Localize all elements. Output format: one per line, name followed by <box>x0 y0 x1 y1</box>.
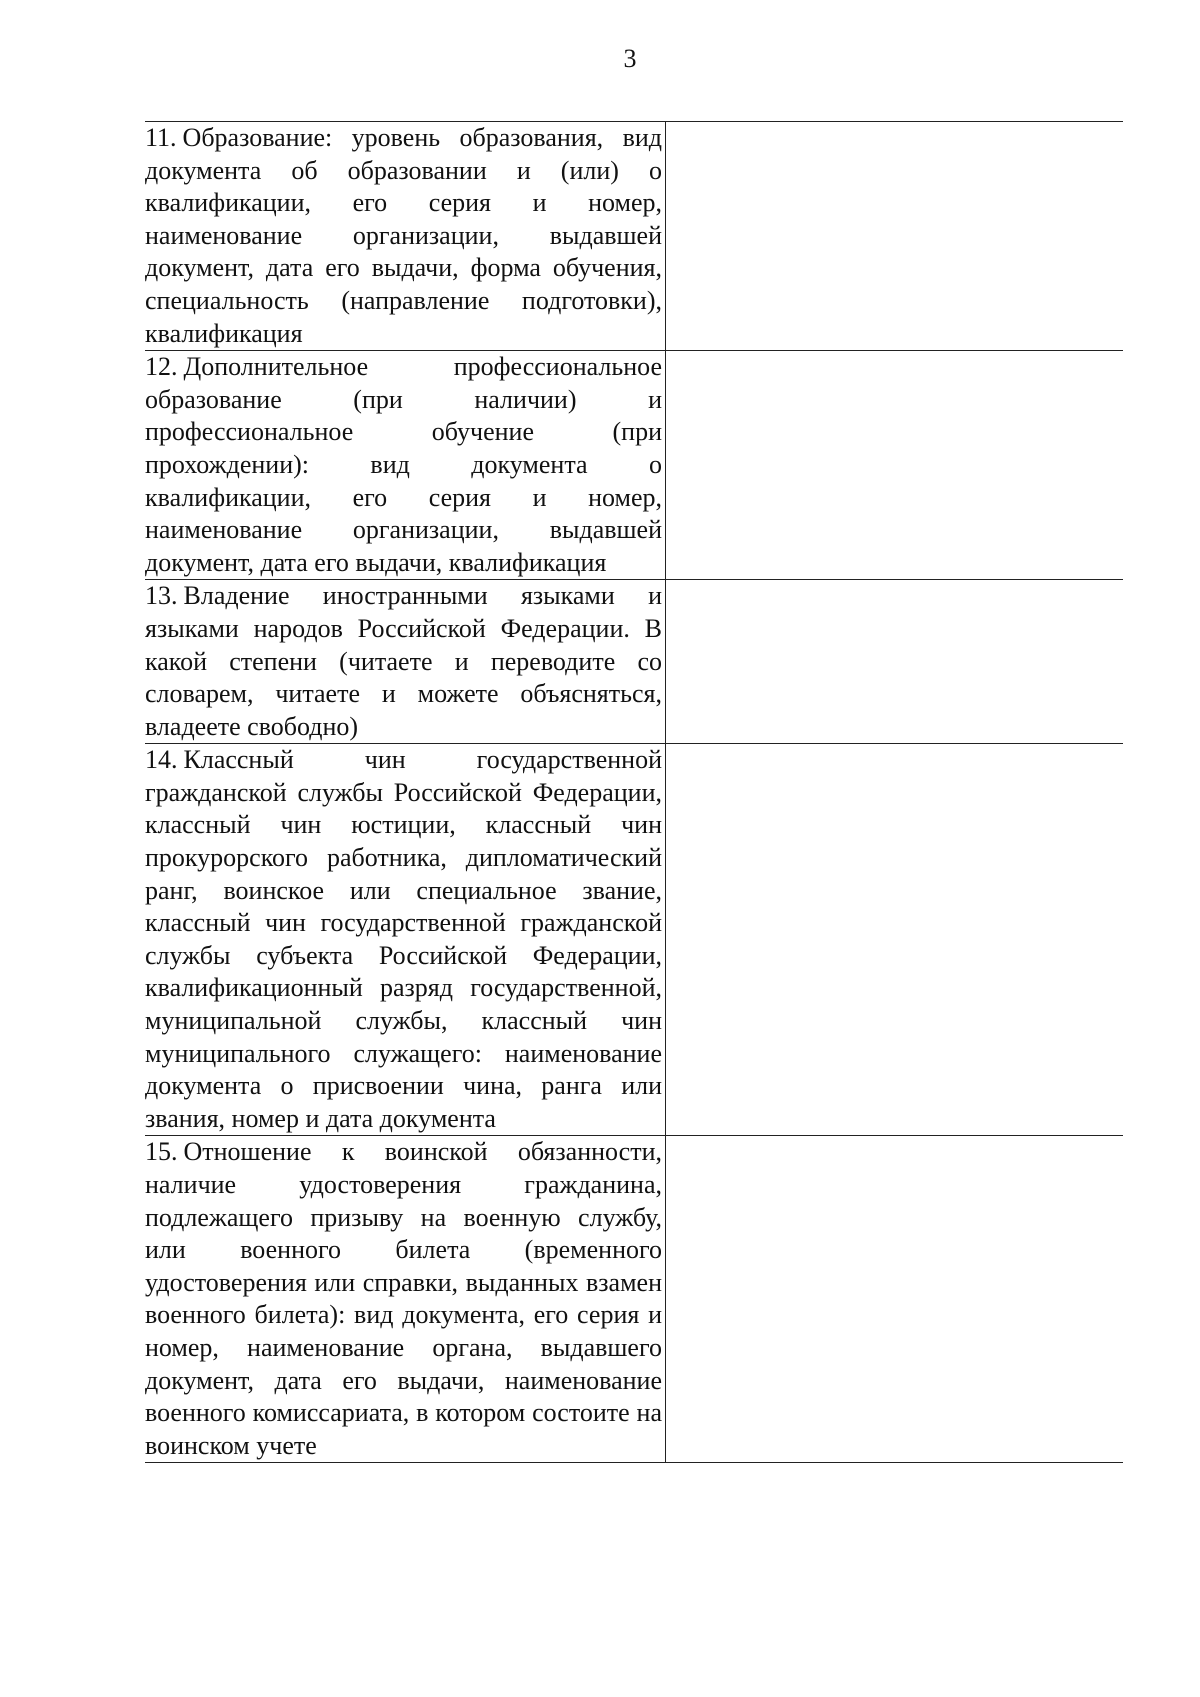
question-label: Владение иностранными языками и языками народов Российской Федерации. В какой степени (читаете и переводите со словарем, читаете и можете объясняться, владеете свободно) <box>145 581 662 741</box>
question-cell <box>145 1136 666 1463</box>
answer-cell[interactable] <box>666 351 1124 580</box>
answer-cell[interactable] <box>666 122 1124 351</box>
question-label: Отношение к воинской обязанности, наличие удостоверения гражданина, подлежащего призыву на военную службу, или военного билета (временного удостоверения или справки, выданных взамен военного билета): вид документа, его серия и номер, наименование органа, выдавшего документ, дата его выдачи, наименование военного комиссариата, в котором состоите на воинском учете <box>145 1137 662 1460</box>
page-number: 3 <box>623 44 637 73</box>
question-text <box>145 351 665 579</box>
question-number: 13. <box>145 581 178 611</box>
personal-data-form-table <box>145 121 1123 1463</box>
question-cell <box>145 580 666 744</box>
question-number: 15. <box>145 1137 178 1167</box>
question-label: Дополнительное профессиональное образование (при наличии) и профессиональное обучение (при прохождении): вид документа о квалификации, его серия и номер, наименование организации, выдавшей документ, дата его выдачи, квалификация <box>145 352 662 577</box>
question-text <box>145 580 665 743</box>
form-row-11 <box>145 122 1123 351</box>
question-text <box>145 744 665 1135</box>
form-row-15 <box>145 1136 1123 1463</box>
question-label: Классный чин государственной гражданской службы Российской Федерации, классный чин юстиции, классный чин прокурорского работника, дипломатический ранг, воинское или специальное звание, классный чин государственной гражданской службы субъекта Российской Федерации, квалификационный разряд государственной, муниципальной службы, классный чин муниципального служащего: наименование документа о присвоении чина, ранга или звания, номер и дата документа <box>145 745 662 1133</box>
question-cell <box>145 351 666 580</box>
question-text <box>145 122 665 350</box>
question-label: Образование: уровень образования, вид документа об образовании и (или) о квалификации, его серия и номер, наименование организации, выдавшей документ, дата его выдачи, форма обучения, специальность (направление подготовки), квалификация <box>145 123 662 348</box>
answer-cell[interactable] <box>666 744 1124 1136</box>
answer-cell[interactable] <box>666 1136 1124 1463</box>
question-cell <box>145 744 666 1136</box>
form-row-14 <box>145 744 1123 1136</box>
question-number: 11. <box>145 123 177 152</box>
form-row-13 <box>145 580 1123 744</box>
form-row-12 <box>145 351 1123 580</box>
question-cell <box>145 122 666 351</box>
question-number: 14. <box>145 745 178 775</box>
answer-cell[interactable] <box>666 580 1124 744</box>
question-text <box>145 1136 665 1462</box>
question-number: 12. <box>145 352 178 382</box>
